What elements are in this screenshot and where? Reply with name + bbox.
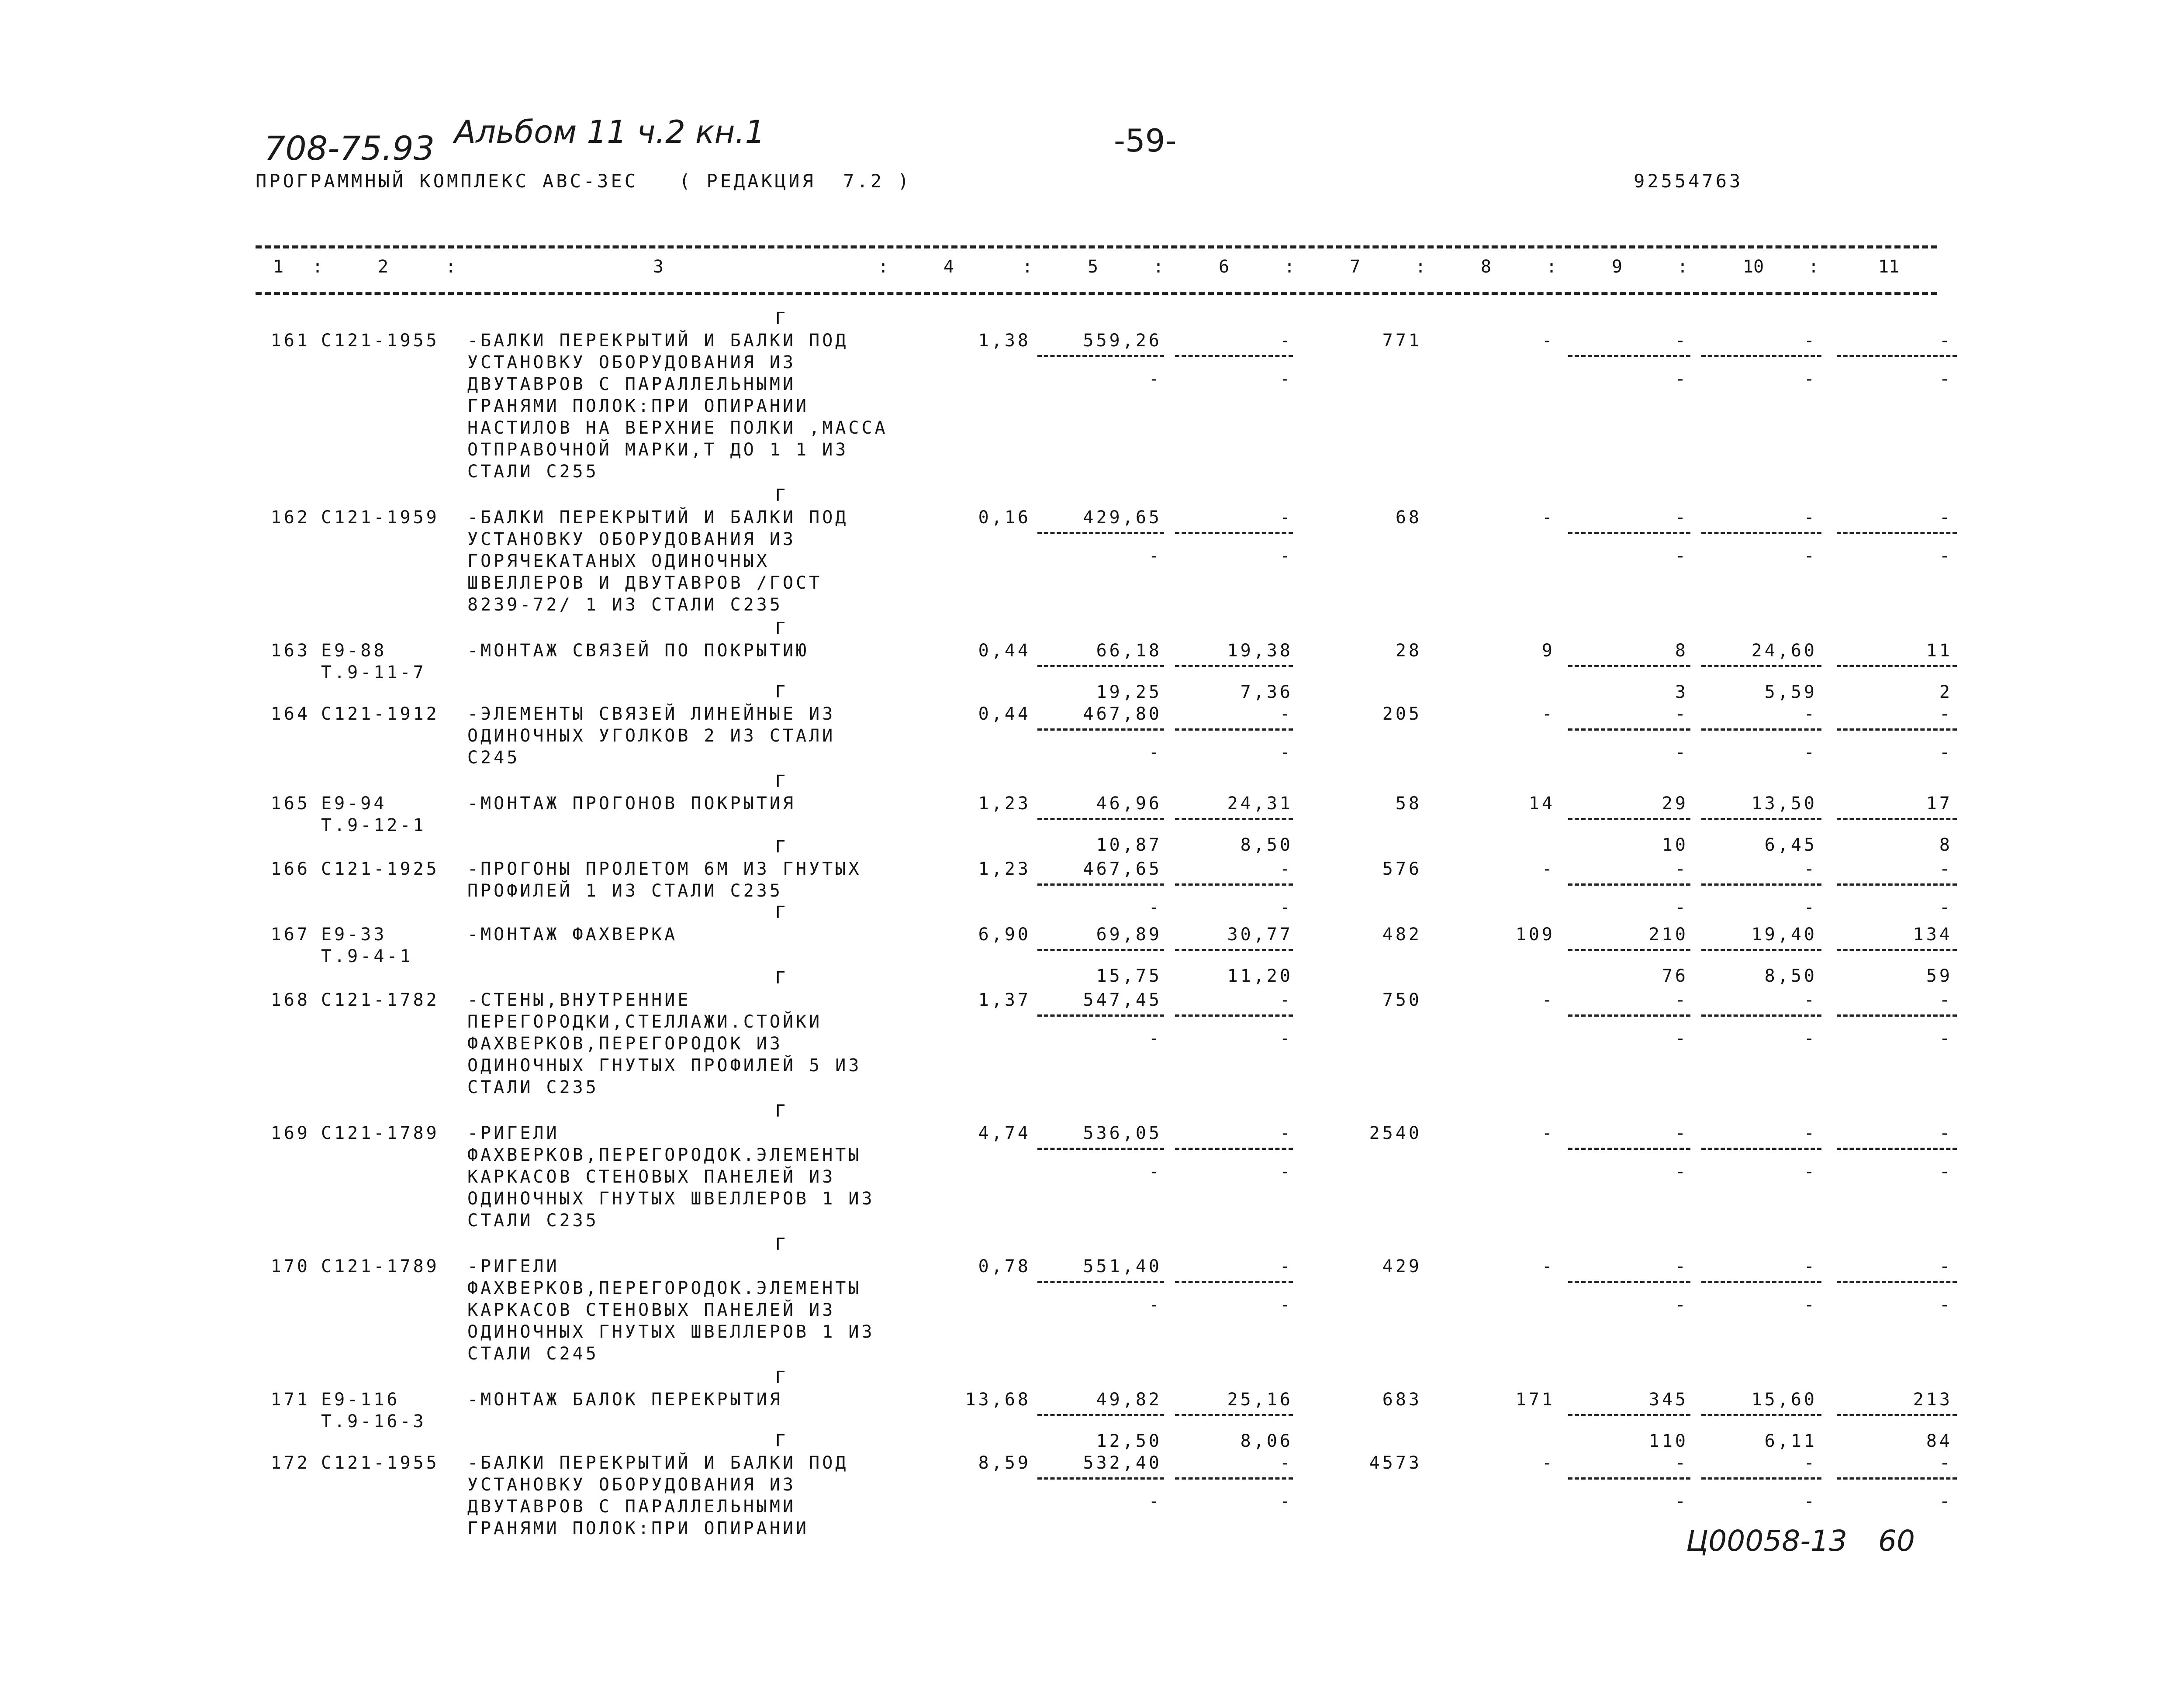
cell-lower-c11: - — [1939, 1295, 1952, 1315]
gamma-mark: Г — [775, 486, 785, 505]
norm-reference: Т.9-4-1 — [321, 946, 413, 966]
cell-divider — [1837, 1014, 1957, 1017]
cell-lower-c9: 76 — [1662, 966, 1688, 986]
cell-c8: 109 — [1515, 925, 1555, 945]
cell-c4: 1,37 — [978, 990, 1031, 1010]
cell-lower-c10: - — [1804, 742, 1817, 762]
cell-c7: 58 — [1395, 793, 1422, 814]
cell-lower-c10: 6,11 — [1764, 1431, 1817, 1451]
handwritten-sheet-number: 60 — [1878, 1524, 1915, 1558]
page-number: -59- — [1114, 122, 1177, 159]
cell-lower-c11: - — [1939, 369, 1952, 389]
cell-c10: - — [1804, 859, 1817, 879]
header-rule-top — [256, 245, 1937, 248]
cell-divider — [1037, 1414, 1164, 1416]
cell-lower-c10: - — [1804, 1028, 1817, 1049]
row-number: 168 — [270, 990, 310, 1010]
gamma-mark: Г — [775, 903, 785, 922]
column-header-2: 2 — [378, 257, 389, 277]
cell-c4: 0,78 — [978, 1256, 1031, 1276]
cell-lower-c6: - — [1279, 897, 1293, 918]
resource-code: Е9-116 — [321, 1390, 400, 1410]
resource-code: С121-1789 — [321, 1123, 439, 1143]
cell-divider — [1175, 883, 1293, 886]
cell-divider — [1701, 883, 1821, 886]
cell-c4: 8,59 — [978, 1453, 1031, 1473]
row-number: 172 — [270, 1453, 310, 1473]
cell-divider — [1568, 1148, 1690, 1150]
cell-divider — [1175, 1281, 1293, 1283]
cell-divider — [1837, 1477, 1957, 1480]
cell-c8: 14 — [1528, 793, 1555, 814]
column-separator: : — [1808, 257, 1819, 277]
cell-lower-c5: 10,87 — [1096, 835, 1162, 855]
cell-divider — [1701, 1014, 1821, 1017]
column-header-3: 3 — [653, 257, 664, 277]
cell-divider — [1175, 1414, 1293, 1416]
cell-divider — [1837, 665, 1957, 667]
cell-divider — [1568, 532, 1690, 534]
cell-c9: - — [1675, 704, 1688, 724]
cell-c4: 1,23 — [978, 859, 1031, 879]
norm-reference: Т.9-16-3 — [321, 1411, 426, 1432]
cell-c7: 750 — [1382, 990, 1422, 1010]
cell-c6: - — [1279, 990, 1293, 1010]
cell-c5: 467,80 — [1083, 704, 1162, 724]
cell-lower-c5: 19,25 — [1096, 682, 1162, 702]
cell-c7: 482 — [1382, 925, 1422, 945]
cell-c5: 66,18 — [1096, 641, 1162, 661]
item-description: -МОНТАЖ БАЛОК ПЕРЕКРЫТИЯ — [467, 1390, 783, 1410]
cell-c5: 547,45 — [1083, 990, 1162, 1010]
cell-c4: 0,44 — [978, 641, 1031, 661]
cell-divider — [1701, 728, 1821, 731]
cell-lower-c9: 10 — [1662, 835, 1688, 855]
cell-c10: - — [1804, 704, 1817, 724]
cell-c8: - — [1541, 331, 1555, 351]
cell-lower-c9: - — [1675, 742, 1688, 762]
item-description: -ПРОГОНЫ ПРОЛЕТОМ 6М ИЗ ГНУТЫХ ПРОФИЛЕЙ 1 ИЗ СТАЛИ С235 — [467, 859, 862, 901]
cell-c7: 205 — [1382, 704, 1422, 724]
cell-c8: 171 — [1515, 1390, 1555, 1410]
cell-c11: - — [1939, 990, 1952, 1010]
cell-c11: - — [1939, 1453, 1952, 1473]
cell-lower-c5: - — [1148, 1295, 1162, 1315]
cell-lower-c6: 7,36 — [1240, 682, 1293, 702]
cell-lower-c5: - — [1148, 897, 1162, 918]
cell-divider — [1568, 883, 1690, 886]
item-description: -МОНТАЖ ФАХВЕРКА — [467, 925, 678, 945]
cell-lower-c6: - — [1279, 1491, 1293, 1511]
cell-c7: 771 — [1382, 331, 1422, 351]
resource-code: Е9-33 — [321, 925, 387, 945]
row-number: 164 — [270, 704, 310, 724]
cell-divider — [1701, 1281, 1821, 1283]
cell-lower-c10: - — [1804, 369, 1817, 389]
cell-lower-c9: - — [1675, 897, 1688, 918]
resource-code: С121-1912 — [321, 704, 439, 724]
cell-c4: 13,68 — [965, 1390, 1031, 1410]
cell-lower-c11: 59 — [1926, 966, 1952, 986]
resource-code: С121-1789 — [321, 1256, 439, 1276]
item-description: -БАЛКИ ПЕРЕКРЫТИЙ И БАЛКИ ПОД УСТАНОВКУ ОБОРУДОВАНИЯ ИЗ ДВУТАВРОВ С ПАРАЛЛЕЛЬНЫМИ ГРАНЯМИ ПОЛОК:ПРИ ОПИРАНИИ — [467, 1453, 849, 1539]
column-header-4: 4 — [943, 257, 954, 277]
cell-c4: 1,23 — [978, 793, 1031, 814]
cell-lower-c5: - — [1148, 1162, 1162, 1182]
cell-lower-c10: 6,45 — [1764, 835, 1817, 855]
cell-divider — [1701, 1148, 1821, 1150]
cell-c9: - — [1675, 331, 1688, 351]
cell-divider — [1837, 355, 1957, 357]
cell-divider — [1175, 1148, 1293, 1150]
column-header-1: 1 — [273, 257, 284, 277]
gamma-mark: Г — [775, 1368, 785, 1387]
cell-lower-c6: - — [1279, 1295, 1293, 1315]
cell-c4: 0,44 — [978, 704, 1031, 724]
cell-c8: - — [1541, 1453, 1555, 1473]
column-separator: : — [1415, 257, 1426, 277]
cell-c9: - — [1675, 1123, 1688, 1143]
cell-c8: - — [1541, 1256, 1555, 1276]
cell-c6: 30,77 — [1227, 925, 1293, 945]
cell-c11: - — [1939, 507, 1952, 528]
handwritten-footer-code: Ц00058-13 — [1686, 1524, 1847, 1558]
item-description: -РИГЕЛИ ФАХВЕРКОВ,ПЕРЕГОРОДОК.ЭЛЕМЕНТЫ КАРКАСОВ СТЕНОВЫХ ПАНЕЛЕЙ ИЗ ОДИНОЧНЫХ ГНУТЫХ ШВЕЛЛЕРОВ 1 ИЗ СТАЛИ С245 — [467, 1256, 875, 1364]
cell-divider — [1037, 665, 1164, 667]
item-description: -МОНТАЖ ПРОГОНОВ ПОКРЫТИЯ — [467, 793, 796, 814]
cell-lower-c5: - — [1148, 742, 1162, 762]
item-description: -РИГЕЛИ ФАХВЕРКОВ,ПЕРЕГОРОДОК.ЭЛЕМЕНТЫ КАРКАСОВ СТЕНОВЫХ ПАНЕЛЕЙ ИЗ ОДИНОЧНЫХ ГНУТЫХ ШВЕЛЛЕРОВ 1 ИЗ СТАЛИ С235 — [467, 1123, 875, 1231]
cell-c9: - — [1675, 990, 1688, 1010]
cell-c4: 4,74 — [978, 1123, 1031, 1143]
cell-c11: - — [1939, 859, 1952, 879]
cell-c6: 19,38 — [1227, 641, 1293, 661]
cell-c4: 6,90 — [978, 925, 1031, 945]
cell-lower-c6: - — [1279, 369, 1293, 389]
cell-divider — [1037, 1148, 1164, 1150]
cell-c5: 467,65 — [1083, 859, 1162, 879]
cell-lower-c5: - — [1148, 1028, 1162, 1049]
cell-c4: 1,38 — [978, 331, 1031, 351]
cell-divider — [1568, 1414, 1690, 1416]
gamma-mark: Г — [775, 682, 785, 701]
cell-c9: 29 — [1662, 793, 1688, 814]
gamma-mark: Г — [775, 968, 785, 987]
resource-code: Е9-88 — [321, 641, 387, 661]
column-header-6: 6 — [1219, 257, 1230, 277]
header-rule-bottom — [256, 292, 1937, 295]
gamma-mark: Г — [775, 1101, 785, 1121]
cell-lower-c6: - — [1279, 546, 1293, 566]
cell-lower-c10: - — [1804, 1491, 1817, 1511]
cell-divider — [1837, 1281, 1957, 1283]
cell-c6: - — [1279, 1256, 1293, 1276]
cell-divider — [1837, 818, 1957, 820]
cell-c6: - — [1279, 331, 1293, 351]
cell-c5: 532,40 — [1083, 1453, 1162, 1473]
cell-divider — [1175, 818, 1293, 820]
cell-divider — [1701, 949, 1821, 951]
cell-c5: 429,65 — [1083, 507, 1162, 528]
row-number: 161 — [270, 331, 310, 351]
row-number: 167 — [270, 925, 310, 945]
item-description: -ЭЛЕМЕНТЫ СВЯЗЕЙ ЛИНЕЙНЫЕ ИЗ ОДИНОЧНЫХ УГОЛКОВ 2 ИЗ СТАЛИ С245 — [467, 704, 836, 768]
resource-code: С121-1955 — [321, 1453, 439, 1473]
item-description: -БАЛКИ ПЕРЕКРЫТИЙ И БАЛКИ ПОД УСТАНОВКУ ОБОРУДОВАНИЯ ИЗ ГОРЯЧЕКАТАНЫХ ОДИНОЧНЫХ ШВЕЛЛЕРОВ И ДВУТАВРОВ /ГОСТ 8239-72/ 1 ИЗ СТАЛИ С235 — [467, 507, 849, 615]
cell-c8: - — [1541, 507, 1555, 528]
column-header-8: 8 — [1481, 257, 1492, 277]
gamma-mark: Г — [775, 619, 785, 638]
cell-divider — [1701, 355, 1821, 357]
cell-c9: - — [1675, 1453, 1688, 1473]
cell-c11: - — [1939, 331, 1952, 351]
cell-divider — [1175, 665, 1293, 667]
cell-c7: 4573 — [1369, 1453, 1422, 1473]
column-separator: : — [312, 257, 323, 277]
cell-c5: 69,89 — [1096, 925, 1162, 945]
cell-c10: - — [1804, 1256, 1817, 1276]
cell-c5: 536,05 — [1083, 1123, 1162, 1143]
cell-lower-c11: - — [1939, 1162, 1952, 1182]
cell-divider — [1837, 883, 1957, 886]
cell-divider — [1837, 1148, 1957, 1150]
document-code: 92554763 — [1634, 170, 1743, 192]
cell-divider — [1701, 532, 1821, 534]
cell-divider — [1837, 949, 1957, 951]
cell-divider — [1701, 1414, 1821, 1416]
handwritten-album: Альбом 11 ч.2 кн.1 — [454, 114, 765, 150]
column-separator: : — [1677, 257, 1688, 277]
cell-c11: - — [1939, 704, 1952, 724]
cell-divider — [1175, 949, 1293, 951]
cell-c11: 17 — [1926, 793, 1952, 814]
cell-divider — [1568, 355, 1690, 357]
cell-divider — [1037, 883, 1164, 886]
cell-lower-c11: - — [1939, 1491, 1952, 1511]
cell-c5: 551,40 — [1083, 1256, 1162, 1276]
cell-lower-c6: 8,06 — [1240, 1431, 1293, 1451]
column-separator: : — [878, 257, 889, 277]
cell-lower-c11: 8 — [1939, 835, 1952, 855]
cell-divider — [1037, 1281, 1164, 1283]
column-separator: : — [1153, 257, 1164, 277]
cell-divider — [1175, 1014, 1293, 1017]
column-separator: : — [1546, 257, 1557, 277]
cell-divider — [1175, 728, 1293, 731]
cell-lower-c6: - — [1279, 1162, 1293, 1182]
cell-c9: - — [1675, 507, 1688, 528]
cell-lower-c9: - — [1675, 1295, 1688, 1315]
handwritten-reference: 708-75.93 — [264, 129, 435, 168]
cell-c6: - — [1279, 507, 1293, 528]
cell-c5: 49,82 — [1096, 1390, 1162, 1410]
cell-c5: 46,96 — [1096, 793, 1162, 814]
cell-divider — [1568, 665, 1690, 667]
cell-c9: 8 — [1675, 641, 1688, 661]
resource-code: С121-1925 — [321, 859, 439, 879]
cell-c10: - — [1804, 331, 1817, 351]
row-number: 165 — [270, 793, 310, 814]
cell-divider — [1568, 728, 1690, 731]
cell-lower-c5: 15,75 — [1096, 966, 1162, 986]
cell-divider — [1175, 355, 1293, 357]
cell-lower-c9: - — [1675, 1162, 1688, 1182]
column-header-11: 11 — [1878, 257, 1900, 277]
cell-c10: 15,60 — [1751, 1390, 1817, 1410]
row-number: 163 — [270, 641, 310, 661]
cell-c6: - — [1279, 1453, 1293, 1473]
column-header-7: 7 — [1350, 257, 1361, 277]
cell-lower-c9: - — [1675, 1028, 1688, 1049]
cell-c5: 559,26 — [1083, 331, 1162, 351]
gamma-mark: Г — [775, 309, 785, 328]
cell-divider — [1701, 1477, 1821, 1480]
cell-c10: - — [1804, 1123, 1817, 1143]
cell-divider — [1701, 665, 1821, 667]
gamma-mark: Г — [775, 1235, 785, 1254]
cell-c8: 9 — [1541, 641, 1555, 661]
cell-lower-c11: - — [1939, 897, 1952, 918]
cell-c11: 213 — [1913, 1390, 1952, 1410]
cell-c8: - — [1541, 859, 1555, 879]
cell-lower-c9: - — [1675, 546, 1688, 566]
cell-divider — [1037, 355, 1164, 357]
cell-lower-c10: - — [1804, 546, 1817, 566]
cell-lower-c9: 110 — [1648, 1431, 1688, 1451]
cell-c11: - — [1939, 1123, 1952, 1143]
cell-lower-c5: - — [1148, 369, 1162, 389]
cell-divider — [1175, 532, 1293, 534]
cell-divider — [1568, 1281, 1690, 1283]
cell-c9: 345 — [1648, 1390, 1688, 1410]
cell-divider — [1037, 728, 1164, 731]
cell-lower-c9: 3 — [1675, 682, 1688, 702]
cell-c6: - — [1279, 859, 1293, 879]
column-header-5: 5 — [1088, 257, 1099, 277]
cell-c9: - — [1675, 859, 1688, 879]
cell-c11: - — [1939, 1256, 1952, 1276]
cell-lower-c10: - — [1804, 1162, 1817, 1182]
cell-divider — [1037, 532, 1164, 534]
cell-c6: 24,31 — [1227, 793, 1293, 814]
resource-code: С121-1959 — [321, 507, 439, 528]
cell-lower-c9: - — [1675, 1491, 1688, 1511]
cell-divider — [1568, 949, 1690, 951]
cell-c10: - — [1804, 507, 1817, 528]
cell-c6: - — [1279, 1123, 1293, 1143]
gamma-mark: Г — [775, 837, 785, 856]
cell-c8: - — [1541, 1123, 1555, 1143]
norm-reference: Т.9-11-7 — [321, 662, 426, 683]
cell-c11: 11 — [1926, 641, 1952, 661]
resource-code: Е9-94 — [321, 793, 387, 814]
cell-c7: 429 — [1382, 1256, 1422, 1276]
cell-c7: 68 — [1395, 507, 1422, 528]
cell-c7: 576 — [1382, 859, 1422, 879]
cell-c10: 24,60 — [1751, 641, 1817, 661]
cell-lower-c5: - — [1148, 1491, 1162, 1511]
column-header-9: 9 — [1612, 257, 1623, 277]
item-description: -МОНТАЖ СВЯЗЕЙ ПО ПОКРЫТИЮ — [467, 641, 809, 661]
row-number: 162 — [270, 507, 310, 528]
row-number: 171 — [270, 1390, 310, 1410]
norm-reference: Т.9-12-1 — [321, 815, 426, 835]
cell-divider — [1568, 818, 1690, 820]
cell-divider — [1568, 1477, 1690, 1480]
cell-lower-c6: - — [1279, 1028, 1293, 1049]
column-separator: : — [1022, 257, 1033, 277]
resource-code: С121-1955 — [321, 331, 439, 351]
cell-c6: 25,16 — [1227, 1390, 1293, 1410]
cell-lower-c10: - — [1804, 1295, 1817, 1315]
cell-divider — [1701, 818, 1821, 820]
gamma-mark: Г — [775, 1431, 785, 1450]
cell-c6: - — [1279, 704, 1293, 724]
cell-divider — [1037, 1014, 1164, 1017]
item-description: -СТЕНЫ,ВНУТРЕННИЕ ПЕРЕГОРОДКИ,СТЕЛЛАЖИ.СТОЙКИ ФАХВЕРКОВ,ПЕРЕГОРОДОК ИЗ ОДИНОЧНЫХ ГНУТЫХ ПРОФИЛЕЙ 5 ИЗ СТАЛИ С235 — [467, 990, 862, 1097]
cell-lower-c11: - — [1939, 742, 1952, 762]
row-number: 170 — [270, 1256, 310, 1276]
cell-c8: - — [1541, 990, 1555, 1010]
cell-lower-c10: 8,50 — [1764, 966, 1817, 986]
cell-c7: 28 — [1395, 641, 1422, 661]
resource-code: С121-1782 — [321, 990, 439, 1010]
column-separator: : — [1284, 257, 1295, 277]
program-title: ПРОГРАММНЫЙ КОМПЛЕКС АВС-3ЕС ( РЕДАКЦИЯ 7.2 ) — [256, 170, 912, 192]
cell-lower-c11: - — [1939, 1028, 1952, 1049]
cell-divider — [1568, 1014, 1690, 1017]
column-header-10: 10 — [1743, 257, 1764, 277]
cell-c7: 2540 — [1369, 1123, 1422, 1143]
cell-c9: - — [1675, 1256, 1688, 1276]
cell-lower-c5: - — [1148, 546, 1162, 566]
column-separator: : — [446, 257, 456, 277]
cell-divider — [1037, 949, 1164, 951]
cell-divider — [1175, 1477, 1293, 1480]
row-number: 169 — [270, 1123, 310, 1143]
cell-lower-c10: 5,59 — [1764, 682, 1817, 702]
cell-lower-c9: - — [1675, 369, 1688, 389]
cell-lower-c11: 2 — [1939, 682, 1952, 702]
cell-c9: 210 — [1648, 925, 1688, 945]
gamma-mark: Г — [775, 772, 785, 791]
cell-divider — [1037, 818, 1164, 820]
cell-lower-c5: 12,50 — [1096, 1431, 1162, 1451]
cell-divider — [1037, 1477, 1164, 1480]
cell-c8: - — [1541, 704, 1555, 724]
cell-lower-c6: 11,20 — [1227, 966, 1293, 986]
cell-lower-c11: - — [1939, 546, 1952, 566]
cell-c10: 13,50 — [1751, 793, 1817, 814]
cell-lower-c6: - — [1279, 742, 1293, 762]
cell-c10: - — [1804, 990, 1817, 1010]
cell-c4: 0,16 — [978, 507, 1031, 528]
cell-divider — [1837, 532, 1957, 534]
cell-lower-c6: 8,50 — [1240, 835, 1293, 855]
cell-c10: 19,40 — [1751, 925, 1817, 945]
cell-c10: - — [1804, 1453, 1817, 1473]
cell-lower-c10: - — [1804, 897, 1817, 918]
row-number: 166 — [270, 859, 310, 879]
cell-divider — [1837, 728, 1957, 731]
cell-c11: 134 — [1913, 925, 1952, 945]
cell-divider — [1837, 1414, 1957, 1416]
cell-c7: 683 — [1382, 1390, 1422, 1410]
cell-lower-c11: 84 — [1926, 1431, 1952, 1451]
item-description: -БАЛКИ ПЕРЕКРЫТИЙ И БАЛКИ ПОД УСТАНОВКУ ОБОРУДОВАНИЯ ИЗ ДВУТАВРОВ С ПАРАЛЛЕЛЬНЫМИ ГРАНЯМИ ПОЛОК:ПРИ ОПИРАНИИ НАСТИЛОВ НА ВЕРХНИЕ ПОЛКИ ,МАССА ОТПРАВОЧНОЙ МАРКИ,Т ДО 1 1 ИЗ СТАЛИ С255 — [467, 331, 888, 482]
